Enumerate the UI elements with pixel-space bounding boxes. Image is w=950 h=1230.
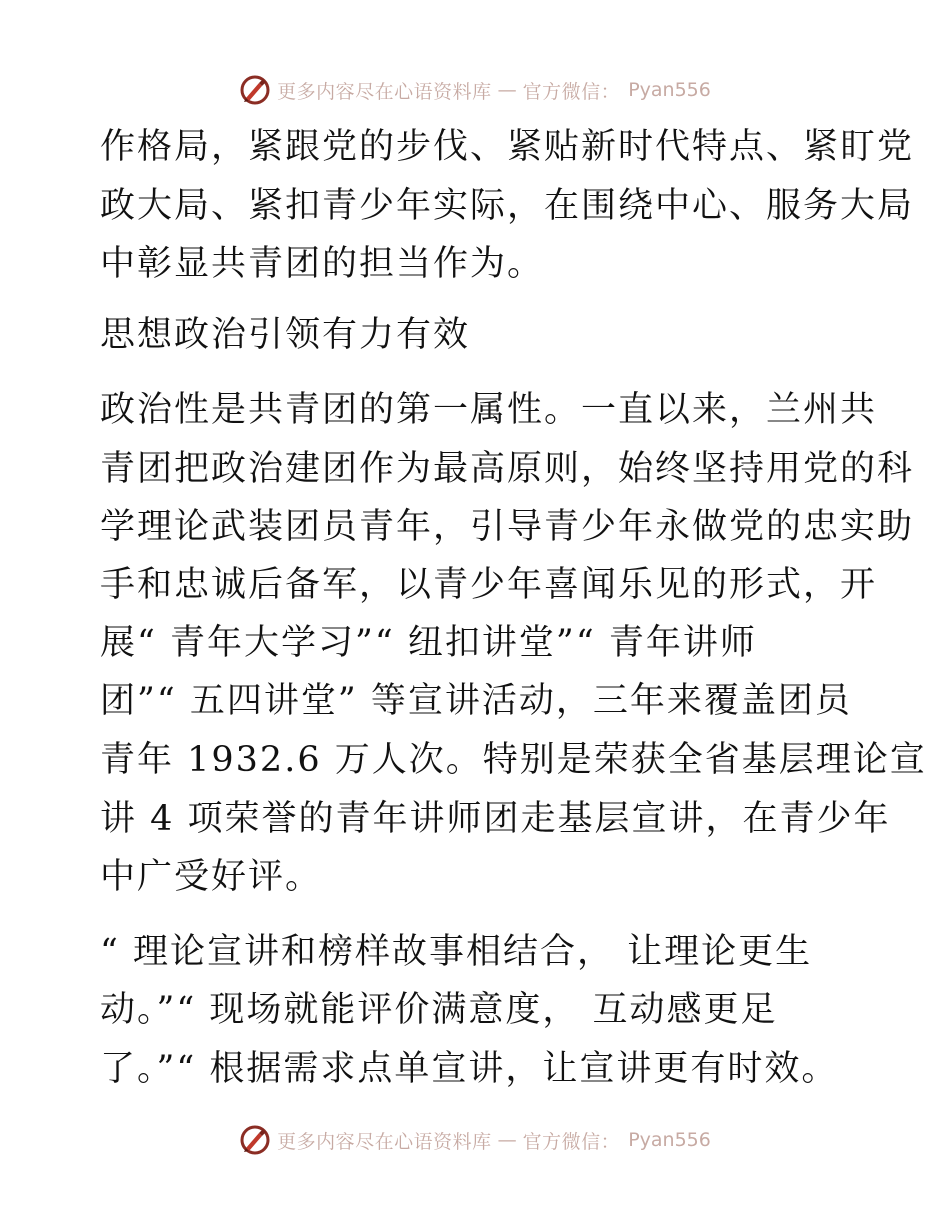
footer-banner-content <box>239 1124 711 1156</box>
para2-line-5: 展“ 青年大学习”“ 纽扣讲堂”“ 青年讲师 <box>100 623 757 663</box>
footer-separator: — <box>497 1129 517 1151</box>
para1-line-1: 作格局，紧跟党的步伐、紧贴新时代特点、紧盯党 <box>100 127 915 167</box>
para2-line-9: 中广受好评。 <box>100 857 323 897</box>
header-site-name: 更多内容尽在心语资料库 <box>277 80 492 103</box>
footer-wechat-id: Pyan556 <box>628 1129 711 1151</box>
pen-logo-icon <box>239 1124 271 1156</box>
section-heading: 思想政治引领有力有效 <box>100 315 471 355</box>
header-banner <box>0 70 950 110</box>
para2-line-8: 讲 4 项荣誉的青年讲师团走基层宣讲，在青少年 <box>100 799 891 839</box>
footer-site-name: 更多内容尽在心语资料库 <box>277 1130 492 1153</box>
header-banner-content <box>239 74 711 106</box>
para1-line-3: 中彰显共青团的担当作为。 <box>100 244 545 284</box>
pen-logo-icon <box>239 74 271 106</box>
para2-line-2: 青团把政治建团作为最高原则，始终坚持用党的科 <box>100 449 915 489</box>
para2-line-6: 团”“ 五四讲堂” 等宣讲活动，三年来覆盖团员 <box>100 681 852 721</box>
para2-line-1: 政治性是共青团的第一属性。一直以来，兰州共 <box>100 390 878 430</box>
header-wechat-id: Pyan556 <box>628 79 711 101</box>
footer-banner <box>0 1120 950 1160</box>
para1-line-2: 政大局、紧扣青少年实际，在围绕中心、服务大局 <box>100 186 915 226</box>
footer-official-label: 官方微信： <box>522 1130 621 1153</box>
para2-line-4: 手和忠诚后备军，以青少年喜闻乐见的形式，开 <box>100 565 878 605</box>
para2-line-7: 青年 1932.6 万人次。特别是荣获全省基层理论宣 <box>100 740 927 780</box>
para3-line-1: “ 理论宣讲和榜样故事相结合， 让理论更生 <box>100 932 813 972</box>
header-separator: — <box>497 79 517 101</box>
para3-line-3: 了。”“ 根据需求点单宣讲，让宣讲更有时效。 <box>100 1049 839 1089</box>
header-official-label: 官方微信： <box>522 80 621 103</box>
para3-line-2: 动。”“ 现场就能评价满意度， 互动感更足 <box>100 990 778 1030</box>
para2-line-3: 学理论武装团员青年，引导青少年永做党的忠实助 <box>100 507 915 547</box>
